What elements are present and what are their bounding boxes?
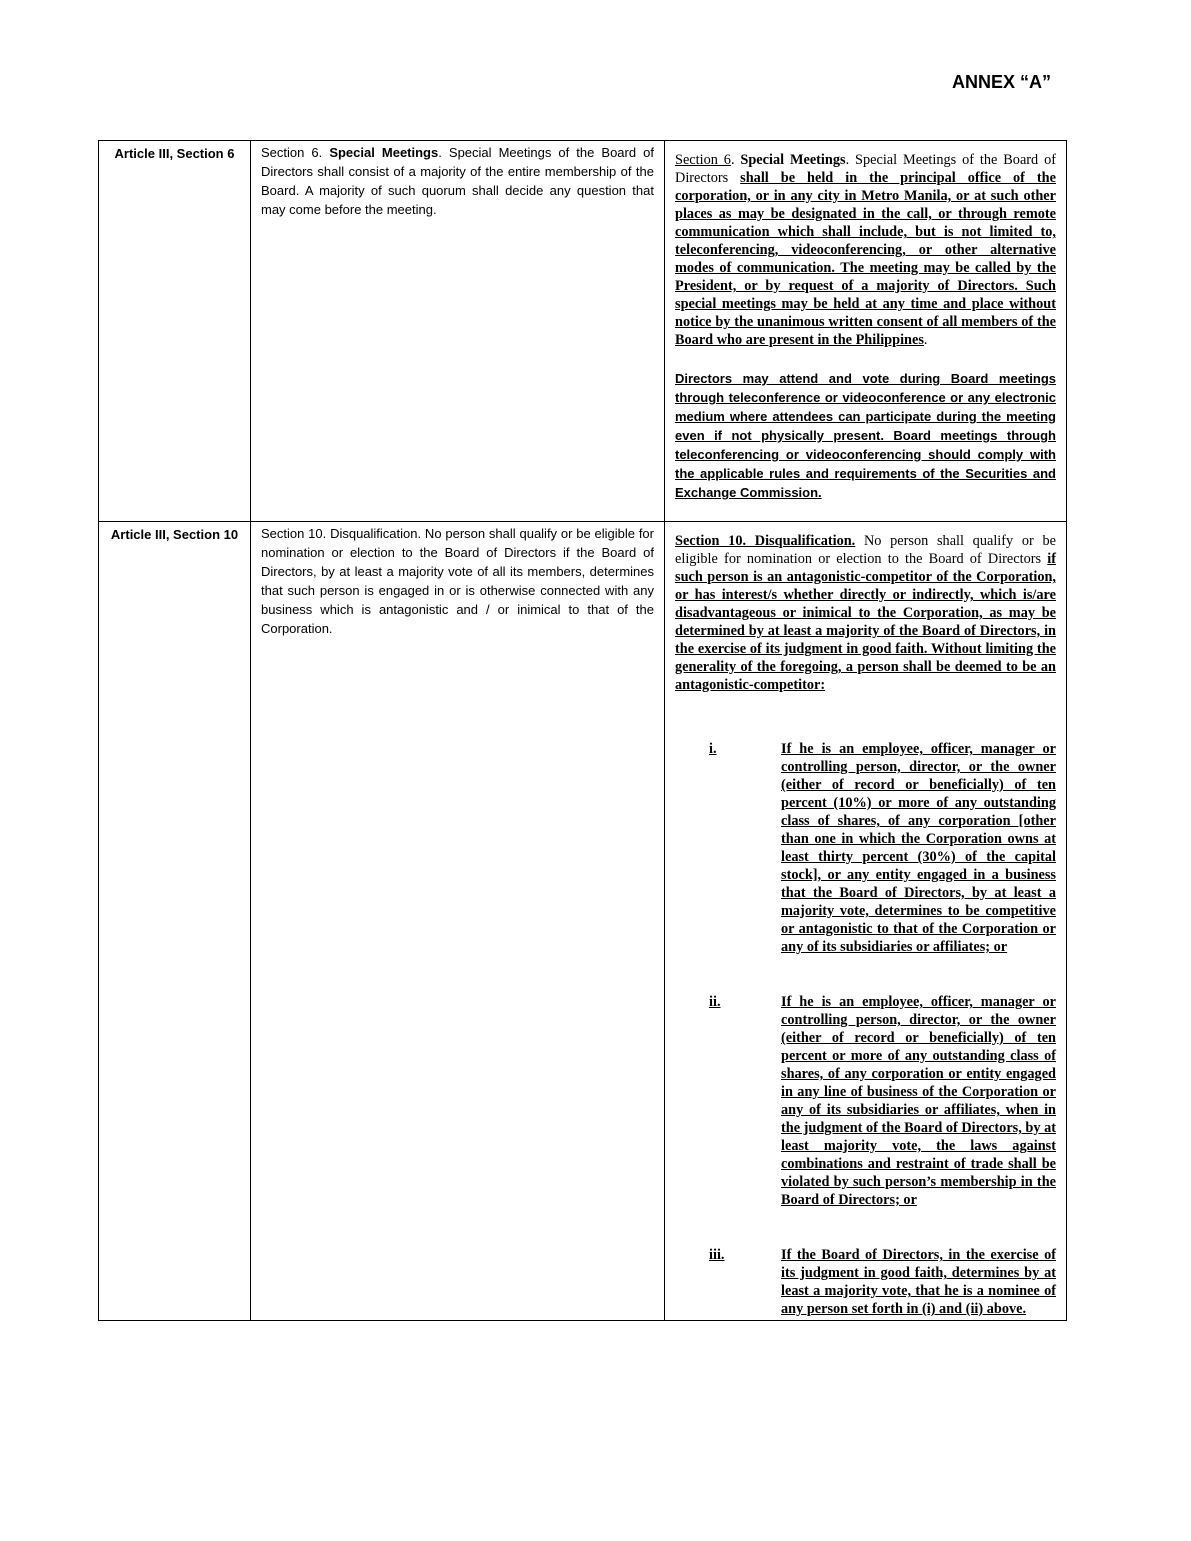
item-text: If he is an employee, officer, manager or controlling person, director, or the owner (either of record or beneficially) of ten percent (10%) or more of any outstanding class of shares, of any corporation [other than one in which the Corporation owns at least thirty percent (30%) of the capital stock], or any entity engaged in a business that the Board of Directors, by at least a majority vote, determines to be competitive or antagonistic to that of the Corporation or any of its subsidiaries or affiliates; or — [781, 741, 1056, 955]
item-text: If he is an employee, officer, manager or controlling person, director, or the owner (either of record or beneficially) of ten percent or more of any outstanding class of shares, of any corporation or entity engaged in any line of business of the Corporation or any of its subsidiaries or affiliates, when in the judgment of the Board of Directors, by at least majority vote, the laws against combinations and restraint of trade shall be violated by such person’s membership in the Board of Directors; or — [781, 994, 1056, 1208]
list-item — [665, 1209, 1066, 1320]
item-number: i. — [709, 741, 717, 757]
table-row — [99, 141, 1067, 522]
amended-text: if such person is an antagonistic-competitor of the Corporation, or has interest/s whether directly or indirectly, which is/are disadvantageous or inimical to the Corporation, as may be determined by at least a majority of the Board of Directors, in the exercise of its judgment in good faith. Without limiting the generality of the foregoing, a person shall be deemed to be an antagonistic-competitor: — [675, 551, 1056, 693]
amended-text: Directors may attend and vote during Board meetings through teleconference or videoconference or any electronic medium where attendees can participate during the meeting even if not physically present. Board meetings through teleconferencing or videoconferencing should comply with the applicable rules and requirements of the Securities and Exchange Commission. — [675, 371, 1056, 500]
article-reference: Article III, Section 10 — [110, 527, 239, 542]
list-item — [665, 956, 1066, 1209]
closing-period: . — [923, 332, 928, 348]
amended-provision — [665, 522, 1066, 694]
amended-paragraph — [665, 349, 1066, 502]
amendment-comparison-table — [98, 140, 1067, 1321]
original-text-cell — [251, 522, 665, 1321]
item-number: iii. — [709, 1247, 725, 1263]
section-prefix: Section 6. — [261, 145, 330, 160]
table-row — [99, 522, 1067, 1321]
list-item — [665, 694, 1066, 956]
amended-text: shall be held in the principal office of the corporation, or in any city in Metro Manila, or at such other places as may be designated in the call, or through remote communication which shall include, but is not limited to, teleconferencing, videoconferencing, or other alternative modes of communication. The meeting may be called by the President, or by request of a majority of Directors. Such special meetings may be held at any time and place without notice by the unanimous written consent of all members of the Board who are present in the Philippines — [675, 170, 1056, 348]
amended-provision — [665, 141, 1066, 349]
section-title: Special Meetings — [329, 145, 439, 160]
original-text-cell — [251, 141, 665, 522]
retained-text: No person shall qualify or be eligible for nomination or election to the Board of Directors — [675, 533, 1056, 567]
section-body: . Special Meetings of the Board of Directors shall consist of a majority of the entire membership of the Board. A majority of such quorum shall decide any question that may come before the meeting. — [261, 145, 654, 217]
original-provision — [251, 141, 664, 219]
original-provision: Section 10. Disqualification. No person shall qualify or be eligible for nomination or election to the Board of Directors if the Board of Directors, by at least a majority vote of all its members, determines that such person is engaged in or is otherwise connected with any business which is antagonistic and / or inimical to that of the Corporation. — [261, 526, 654, 636]
item-text: If the Board of Directors, in the exercise of its judgment in good faith, determines by at least a majority vote, that he is a nominee of any person set forth in (i) and (ii) above. — [781, 1247, 1056, 1317]
amended-text-cell — [665, 522, 1067, 1321]
article-reference: Article III, Section 6 — [114, 146, 235, 161]
annex-label: ANNEX “A” — [951, 72, 1051, 92]
section-heading: Section 10. Disqualification. — [675, 533, 856, 549]
section-title: Special Meetings — [740, 152, 846, 168]
reference-cell — [99, 141, 251, 522]
section-heading: Section 6 — [675, 152, 731, 168]
item-number: ii. — [709, 994, 721, 1010]
amended-text-cell — [665, 141, 1067, 522]
heading-dot: . — [730, 152, 741, 168]
reference-cell — [99, 522, 251, 1321]
retained-text: . Special Meetings of the Board of Directors — [675, 152, 1057, 186]
